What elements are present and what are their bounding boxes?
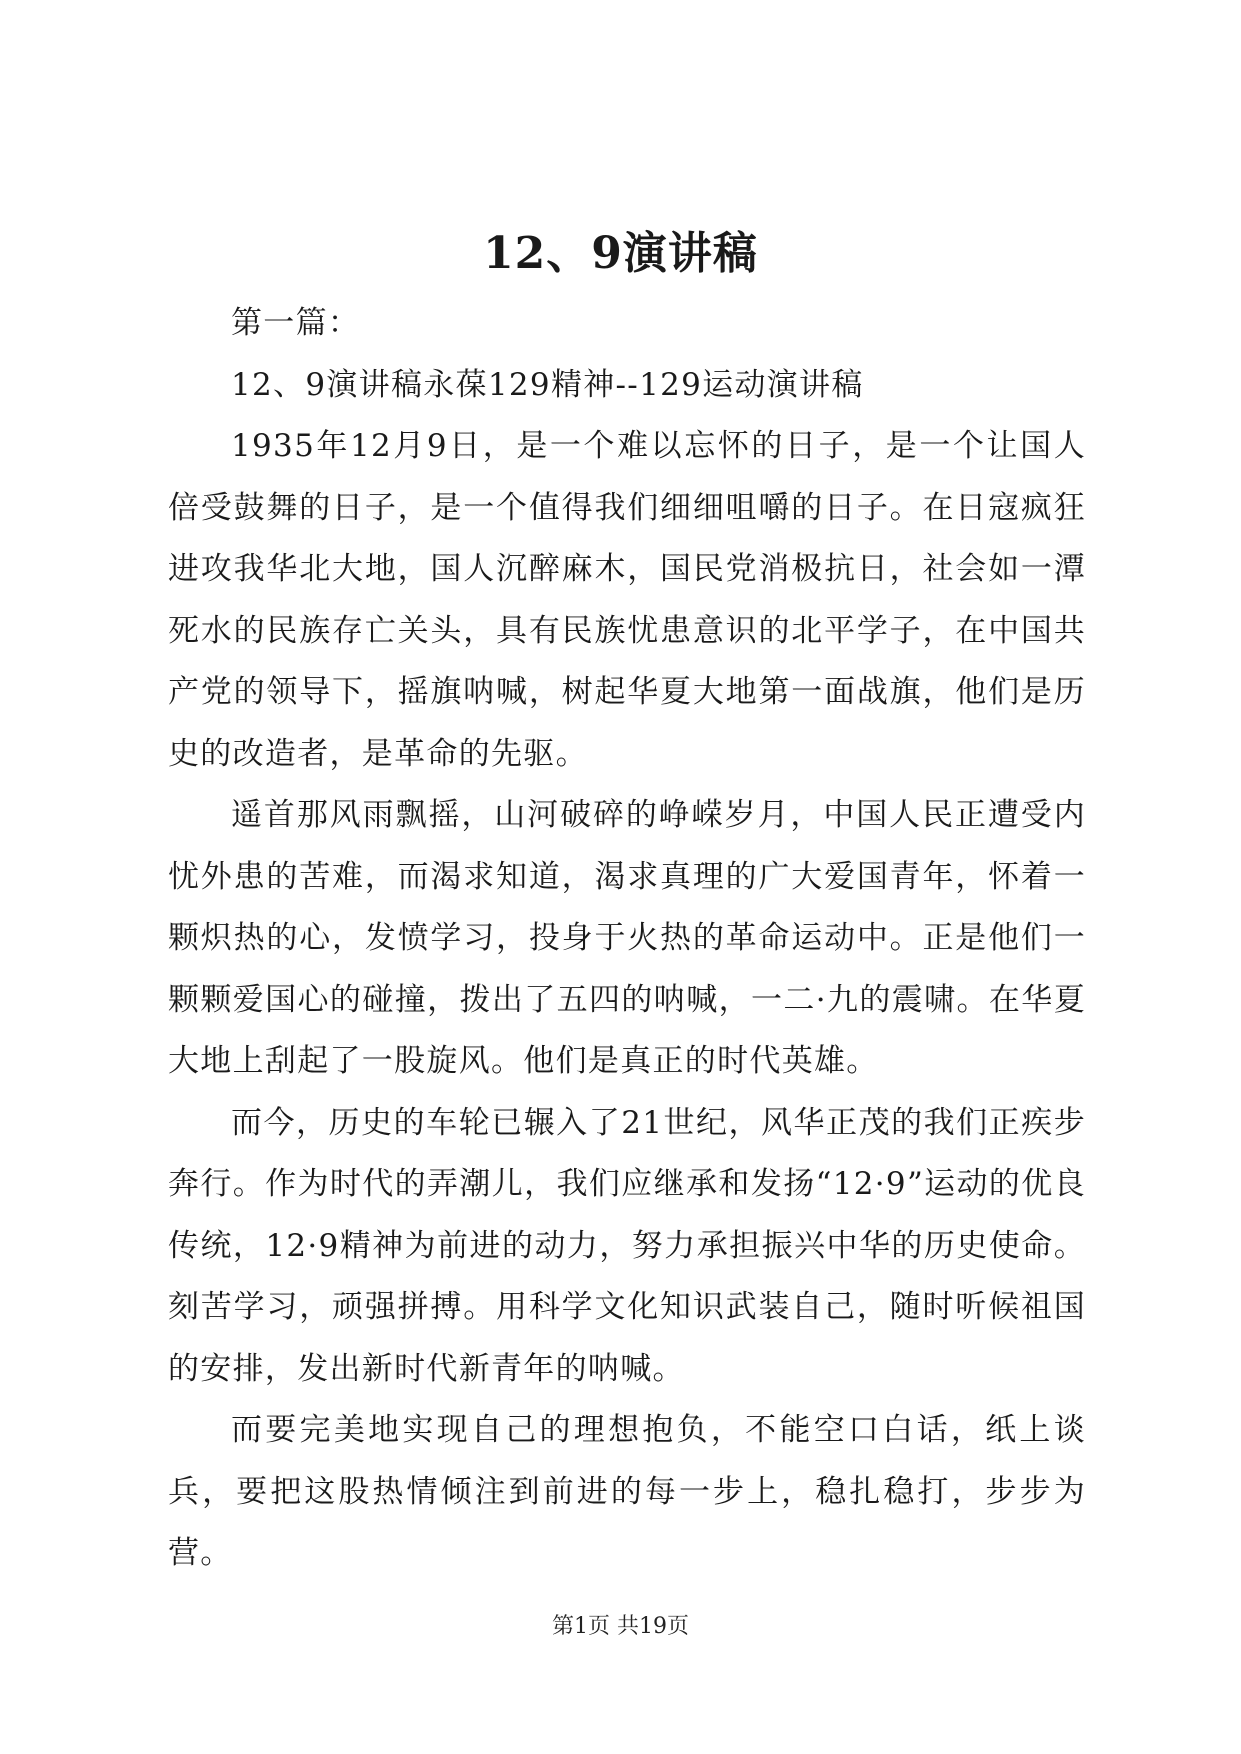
body-paragraph: 而要完美地实现自己的理想抱负，不能空口白话，纸上谈兵，要把这股热情倾注到前进的每一步上，稳扎稳打，步步为营。	[168, 1412, 1086, 1571]
document-title: 12、9演讲稿	[483, 228, 758, 279]
body-paragraph: 1935年12月9日，是一个难以忘怀的日子，是一个让国人倍受鼓舞的日子，是一个值得我们细细咀嚼的日子。在日寇疯狂进攻我华北大地，国人沉醉麻木，国民党消极抗日，社会如一潭死水的民族存亡关头，具有民族忧患意识的北平学子，在中国共产党的领导下，摇旗呐喊，树起华夏大地第一面战旗，他们是历史的改造者，是革命的先驱。	[168, 428, 1086, 772]
page-number-footer: 第1页 共19页	[552, 1614, 689, 1639]
body-paragraph: 遥首那风雨飘摇，山河破碎的峥嵘岁月，中国人民正遭受内忧外患的苦难，而渴求知道，渴求真理的广大爱国青年，怀着一颗炽热的心，发愤学习，投身于火热的革命运动中。正是他们一颗颗爱国心的碰撞，拨出了五四的呐喊，一二·九的震啸。在华夏大地上刮起了一股旋风。他们是真正的时代英雄。	[168, 797, 1086, 1079]
body-paragraph: 而今，历史的车轮已辗入了21世纪，风华正茂的我们正疾步奔行。作为时代的弄潮儿，我们应继承和发扬“12·9”运动的优良传统，12·9精神为前进的动力，努力承担振兴中华的历史使命。刻苦学习，顽强拼搏。用科学文化知识武装自己，随时听候祖国的安排，发出新时代新青年的呐喊。	[168, 1104, 1086, 1387]
section-heading: 第一篇：	[231, 305, 361, 341]
speech-subtitle: 12、9演讲稿永葆129精神--129运动演讲稿	[231, 366, 864, 403]
document-body	[168, 293, 1086, 1585]
